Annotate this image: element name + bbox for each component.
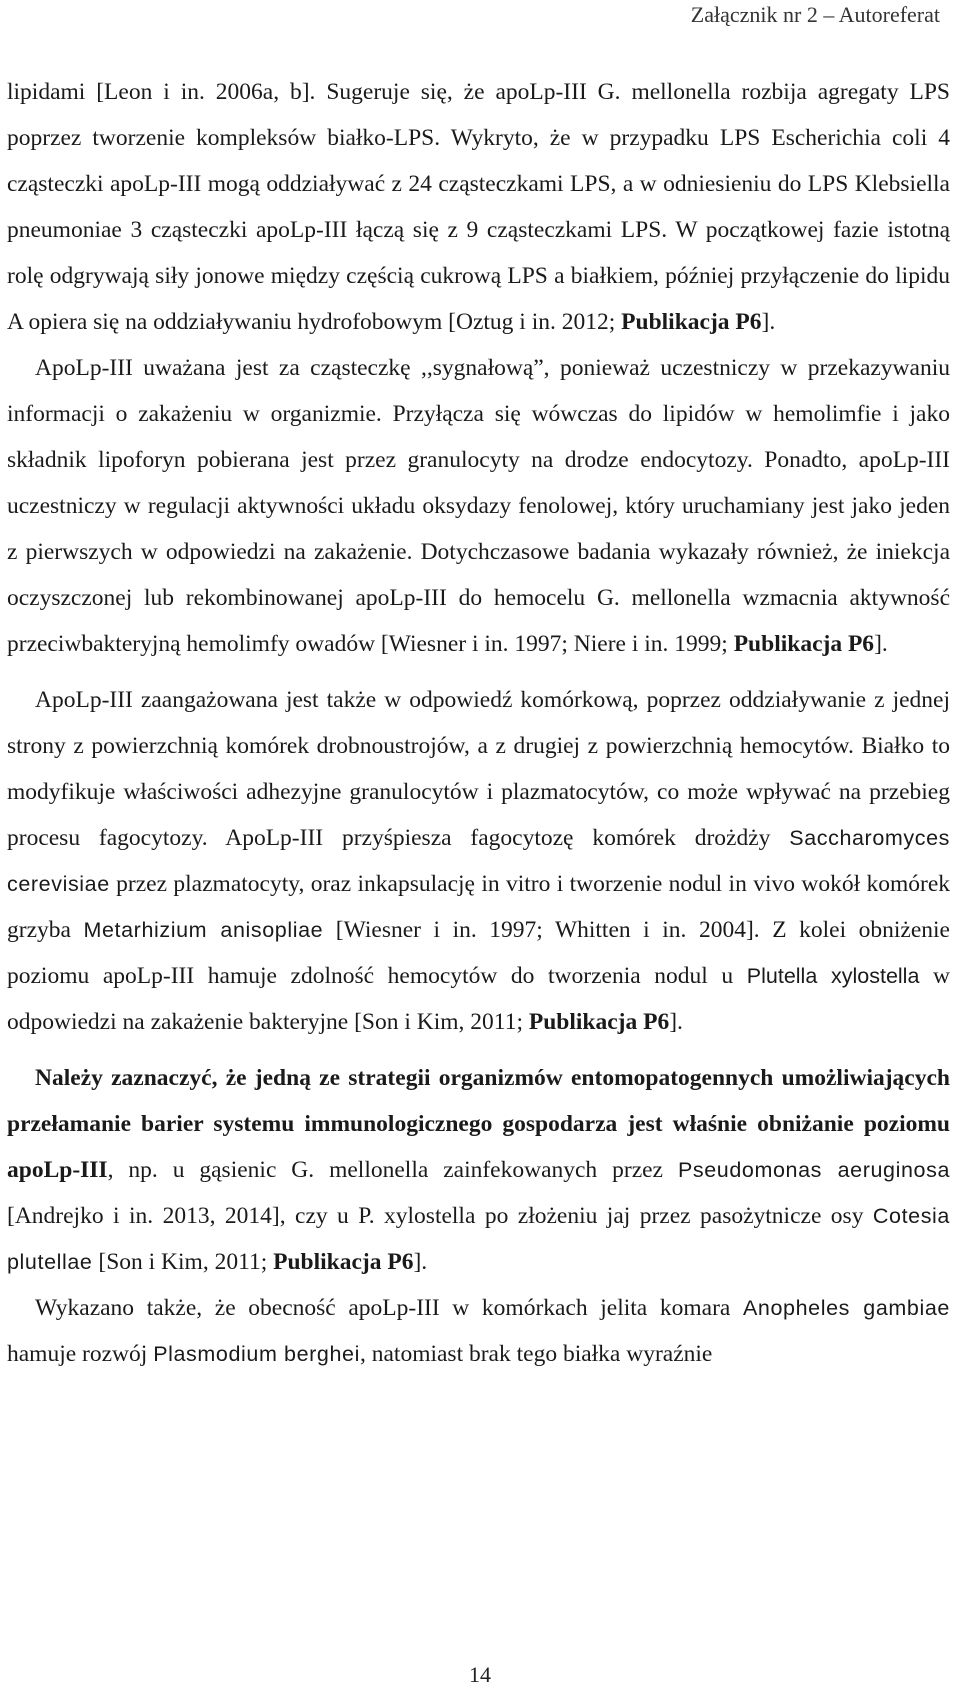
paragraph-1 bbox=[7, 69, 950, 345]
paragraph-3 bbox=[7, 677, 950, 1045]
text-run: lipidami [Leon i in. 2006a, b]. Sugeruje się, że apoLp-III G. mellonella rozbija agregaty LPS poprzez tworzenie kompleksów białko-LPS. Wykryto, że w przypadku LPS Escherichia coli 4 cząsteczki apoLp-III mogą oddziaływać z 24 cząsteczkami LPS, a w odniesieniu do LPS Klebsiella pneumoniae 3 cząsteczki apoLp-III łączą się z 9 cząsteczkami LPS. W początkowej fazie istotną rolę odgrywają siły jonowe między częścią cukrową LPS a białkiem, później przyłączenie do lipidu A opiera się na oddziaływaniu hydrofobowym [Oztug i in. 2012; bbox=[7, 79, 950, 335]
text-run: Wykazano także, że obecność apoLp-III w komórkach jelita komara bbox=[35, 1295, 743, 1321]
taxon-name: Anopheles gambiae bbox=[742, 1296, 950, 1320]
text-run: ]. bbox=[669, 1009, 683, 1035]
paragraph-2 bbox=[7, 345, 950, 667]
document-body bbox=[7, 69, 950, 1377]
text-run: ]. bbox=[874, 631, 888, 657]
bold-statement: Należy zaznaczyć, że jedną ze strategii organizmów entomopatogennych umożliwiających przełamanie barier systemu immunologicznego gospodarza jest właśnie obniżanie poziomu apoLp-III bbox=[7, 1065, 950, 1183]
taxon-name: Saccharomyces cerevisiae bbox=[7, 826, 950, 896]
bold-reference: Publikacja P6 bbox=[621, 309, 762, 335]
paragraph-5 bbox=[7, 1285, 950, 1377]
text-run: , natomiast brak tego białka wyraźnie bbox=[359, 1341, 713, 1367]
text-run: , np. u gąsienic G. mellonella zainfekowanych przez bbox=[107, 1157, 678, 1183]
text-run: w odpowiedzi na zakażenie bakteryjne [Son i Kim, 2011; bbox=[7, 963, 950, 1035]
taxon-name: Cotesia plutellae bbox=[7, 1204, 950, 1274]
bold-reference: Publikacja P6 bbox=[733, 631, 875, 657]
text-run: hamuje rozwój bbox=[7, 1341, 154, 1367]
text-run: ]. bbox=[413, 1249, 428, 1275]
text-run: ApoLp-III uważana jest za cząsteczkę ,,sygnałową”, ponieważ uczestniczy w przekazywaniu informacji o zakażeniu w organizmie. Przyłącza się wówczas do lipidów w hemolimfie i jako składnik lipoforyn pobierana jest przez granulocyty na drodze endocytozy. Ponadto, apoLp-III uczestniczy w regulacji aktywności układu oksydazy fenolowej, który uruchamiany jest jako jeden z pierwszych w odpowiedzi na zakażenie. Dotychczasowe badania wykazały również, że iniekcja oczyszczonej lub rekombinowanej apoLp-III do hemocelu G. mellonella wzmacnia aktywność przeciwbakteryjną hemolimfy owadów [Wiesner i in. 1997; Niere i in. 1999; bbox=[7, 355, 950, 657]
page-number: 14 bbox=[469, 1662, 491, 1687]
text-run: ]. bbox=[761, 309, 776, 335]
text-run: [Andrejko i in. 2013, 2014], czy u P. xylostella po złożeniu jaj przez pasożytnicze osy bbox=[7, 1203, 873, 1229]
text-run: [Wiesner i in. 1997; Whitten i in. 2004]. Z kolei obniżenie poziomu apoLp-III hamuje zdolność hemocytów do tworzenia nodul u bbox=[7, 917, 950, 989]
page-header: Załącznik nr 2 – Autoreferat bbox=[690, 2, 940, 27]
taxon-name: Plutella xylostella bbox=[746, 964, 920, 988]
taxon-name: Plasmodium berghei bbox=[153, 1342, 360, 1366]
text-run: [Son i Kim, 2011; bbox=[92, 1249, 274, 1275]
paragraph-4 bbox=[7, 1055, 950, 1285]
text-run: ApoLp-III zaangażowana jest także w odpowiedź komórkową, poprzez oddziaływanie z jednej strony z powierzchnią komórek drobnoustrojów, a z drugiej z powierzchnią hemocytów. Białko to modyfikuje właściwości adhezyjne granulocytów i plazmatocytów, co może wpływać na przebieg procesu fagocytozy. ApoLp-III przyśpiesza fagocytozę komórek drożdży bbox=[7, 687, 950, 851]
bold-reference: Publikacja P6 bbox=[528, 1009, 670, 1035]
bold-reference: Publikacja P6 bbox=[273, 1249, 414, 1275]
taxon-name: Pseudomonas aeruginosa bbox=[677, 1158, 951, 1182]
taxon-name: Metarhizium anisopliae bbox=[83, 918, 324, 942]
text-run: przez plazmatocyty, oraz inkapsulację in vitro i tworzenie nodul in vivo wokół komórek grzyba bbox=[7, 871, 950, 943]
